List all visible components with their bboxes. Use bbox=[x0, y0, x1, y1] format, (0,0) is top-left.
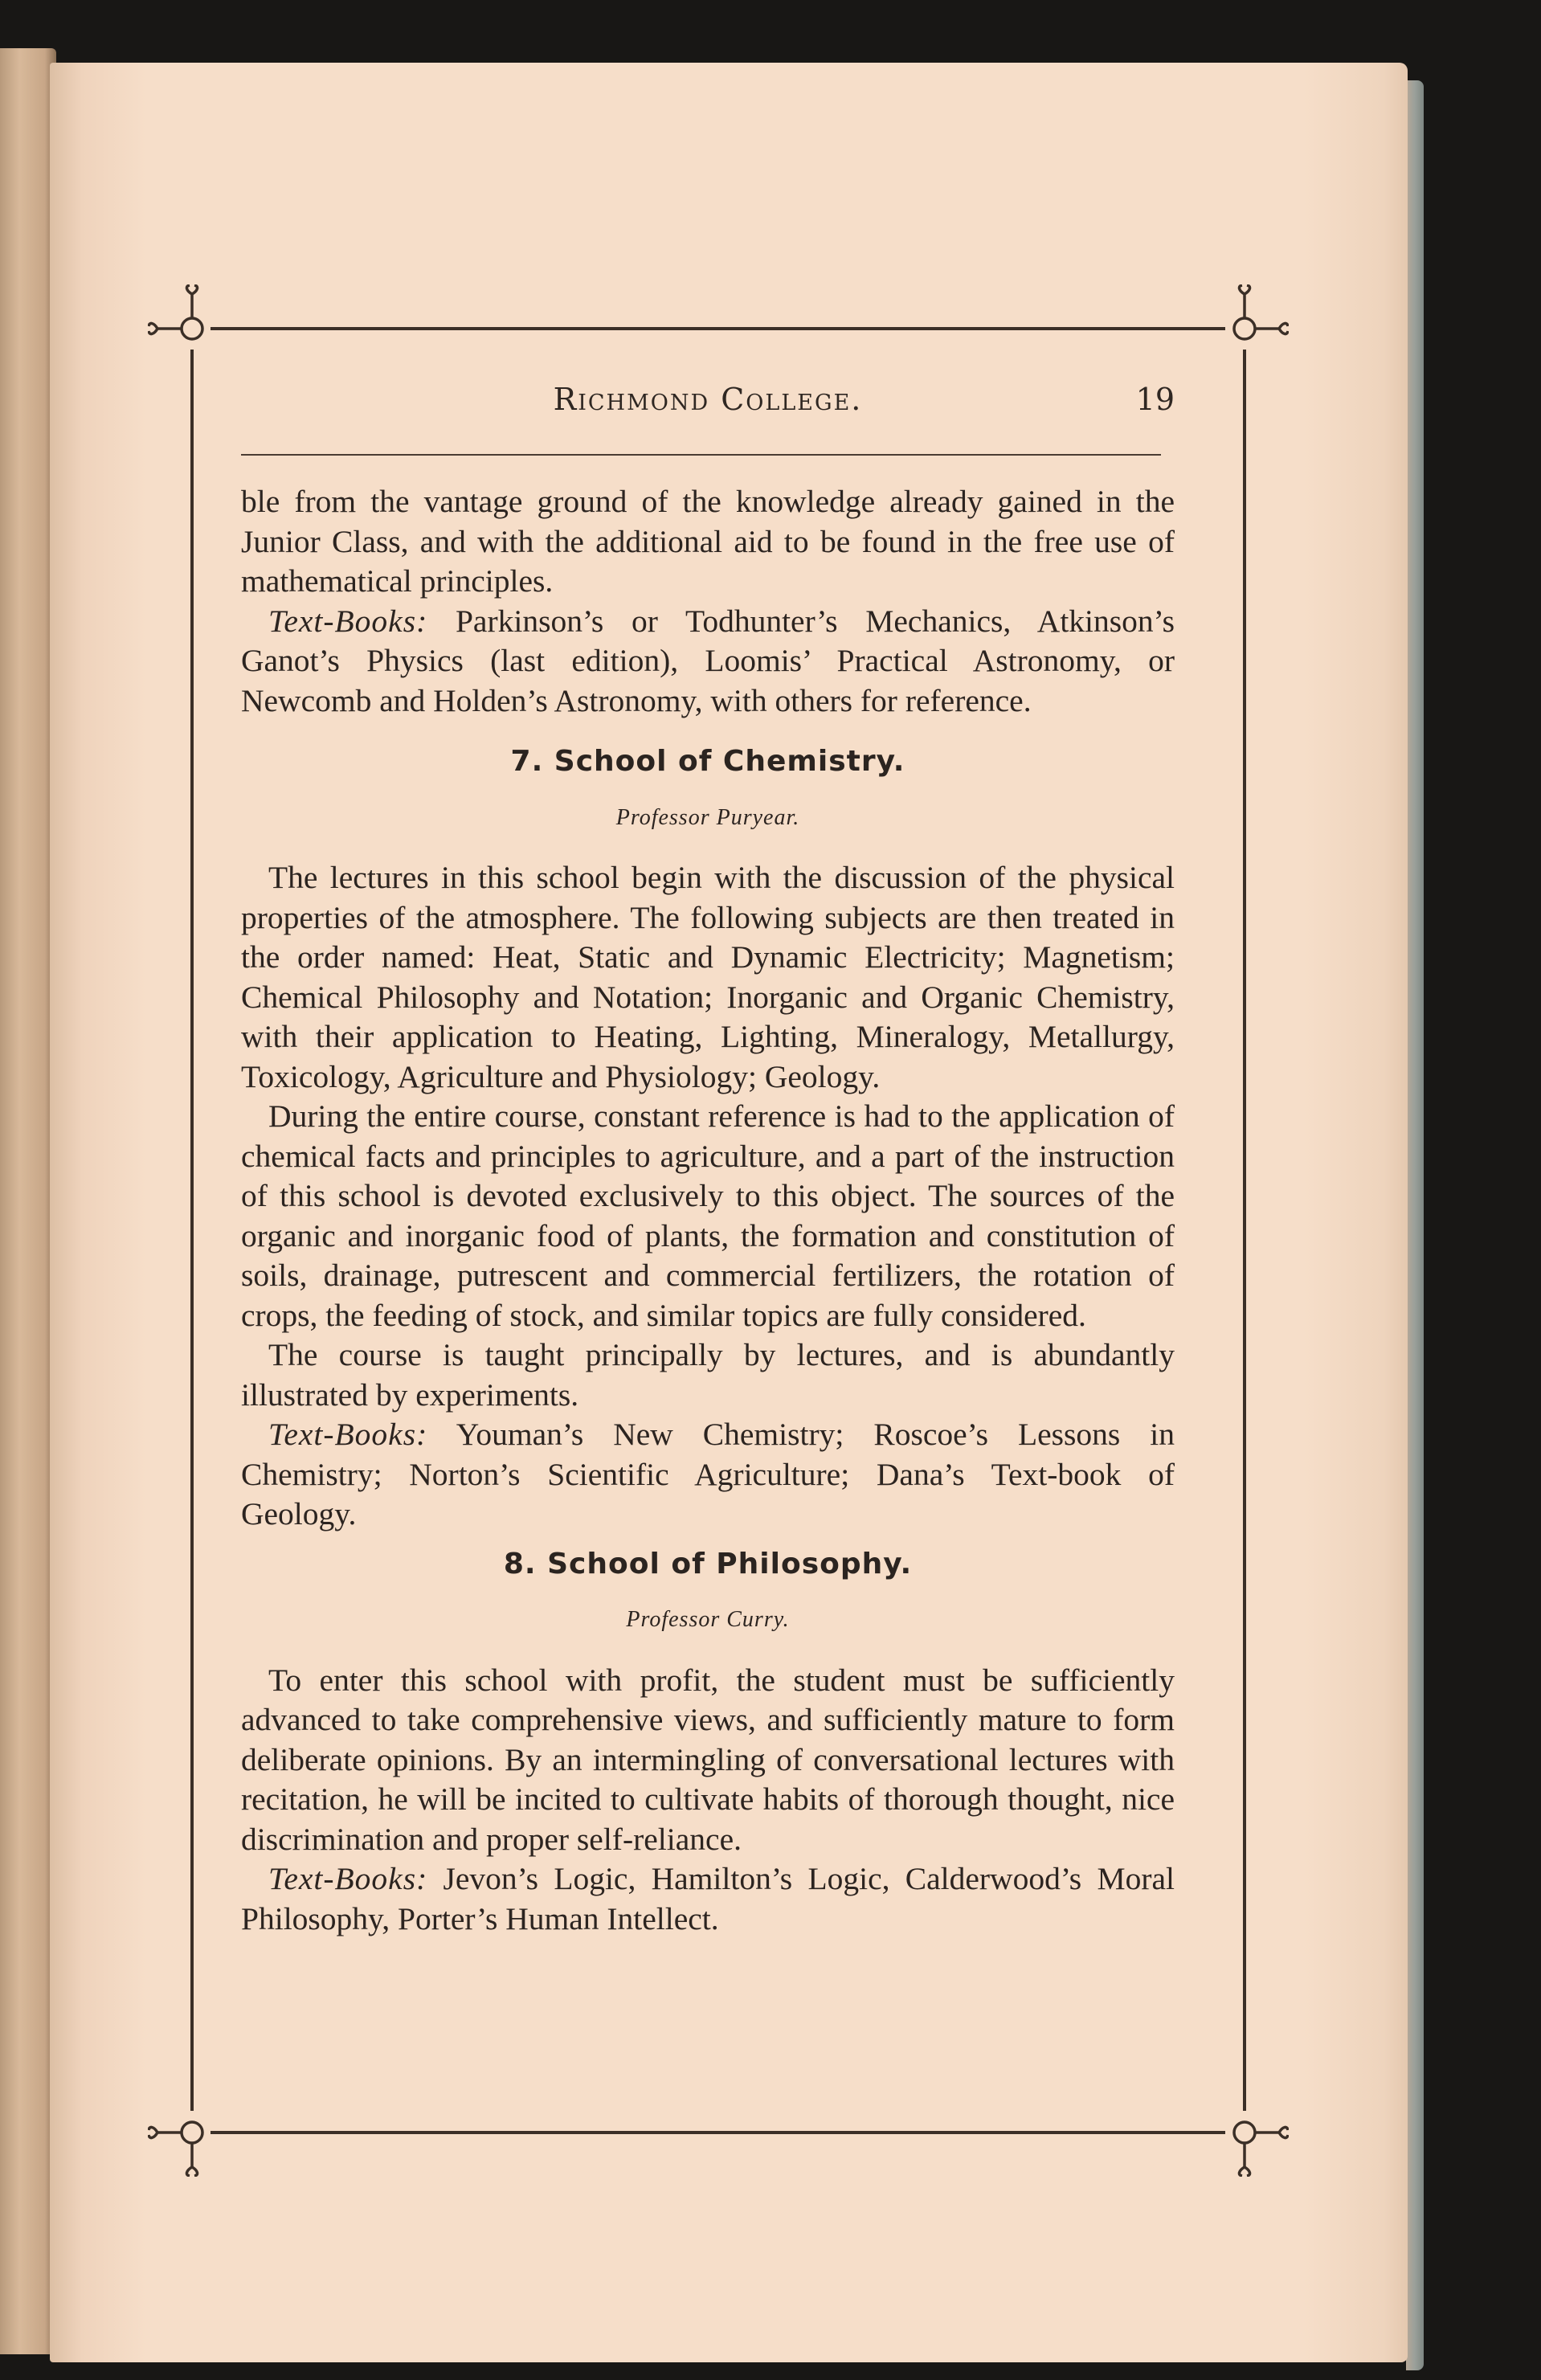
corner-ornament-bottom-right bbox=[1200, 2088, 1289, 2177]
frame-top-line bbox=[211, 327, 1225, 330]
header-rule bbox=[241, 454, 1161, 456]
corner-ornament-top-right bbox=[1200, 284, 1289, 373]
frame-bottom-line bbox=[211, 2131, 1225, 2134]
paragraph-philosophy-entry: To enter this school with profit, the student must be sufficiently advanced to take comprehensive views, and sufficiently mature to form deliberate opinions. By an intermingling of conversational lectures with recitation, he will be incited to cultivate habits of thorough thought, nice discrimination and proper self-reliance. bbox=[241, 1662, 1175, 1857]
section-heading-philosophy: 8. School of Philosophy. bbox=[503, 1547, 913, 1581]
page-number: 19 bbox=[1135, 382, 1175, 417]
page-body bbox=[241, 482, 1175, 1939]
page-stack-edge bbox=[1406, 80, 1424, 2370]
paragraph-chemistry-lectures: The lectures in this school begin with the discussion of the physical properties of the atmosphere. The following subjects are then treated in the order named: Heat, Static and Dynamic Electricity; Magnetism; Chemical Philosophy and Notation; Inorganic and Organic Chemistry, with their application to Heating, Lighting, Mineralogy, Metallurgy, Toxicology, Agriculture and Physiology; Geology. bbox=[241, 860, 1175, 1094]
text-books-label: Text-Books: bbox=[268, 603, 428, 639]
paragraph-text-books-chemistry bbox=[241, 1415, 1175, 1535]
corner-ornament-top-left bbox=[148, 284, 236, 373]
text-books-list: Parkinson’s or Todhunter’s Mechanics, Atkinson’s Ganot’s Physics (last edition), Loomis’ Practical Astronomy, or Newcomb and Holden’s Astronomy, with others for reference. bbox=[241, 603, 1175, 718]
section-heading-chemistry: 7. School of Chemistry. bbox=[510, 745, 905, 778]
text-books-list: Youman’s New Chemistry; Roscoe’s Lessons in Chemistry; Norton’s Scientific Agriculture; Dana’s Text-book of Geology. bbox=[241, 1417, 1175, 1531]
paragraph-text-books-astronomy bbox=[241, 602, 1175, 722]
text-books-label: Text-Books: bbox=[268, 1861, 428, 1896]
professor-line-chemistry: Professor Puryear. bbox=[615, 804, 800, 830]
previous-page-edge bbox=[0, 48, 56, 2354]
text-books-list: Jevon’s Logic, Hamilton’s Logic, Calderwood’s Moral Philosophy, Porter’s Human Intellect. bbox=[241, 1861, 1175, 1936]
paragraph-continuation: ble from the vantage ground of the knowledge already gained in the Junior Class, and with the additional aid to be found in the free use of mathematical principles. bbox=[241, 484, 1175, 599]
paragraph-text-books-philosophy bbox=[241, 1859, 1175, 1939]
text-books-label: Text-Books: bbox=[268, 1417, 428, 1452]
paragraph-chemistry-agriculture: During the entire course, constant reference is had to the application of chemical facts and principles to agriculture, and a part of the instruction of this school is devoted exclusively to this object. The sources of the organic and inorganic food of plants, the formation and constitution of soils, drainage, putrescent and commercial fertilizers, the rotation of crops, the feeding of stock, and similar topics are fully considered. bbox=[241, 1098, 1175, 1333]
running-header bbox=[241, 382, 1175, 430]
frame-left-line bbox=[190, 350, 194, 2111]
corner-ornament-bottom-left bbox=[148, 2088, 236, 2177]
running-title: Richmond College. bbox=[553, 382, 863, 417]
professor-line-philosophy: Professor Curry. bbox=[626, 1607, 790, 1632]
paragraph-chemistry-experiments: The course is taught principally by lectures, and is abundantly illustrated by experiments. bbox=[241, 1337, 1175, 1413]
frame-right-line bbox=[1243, 350, 1246, 2111]
